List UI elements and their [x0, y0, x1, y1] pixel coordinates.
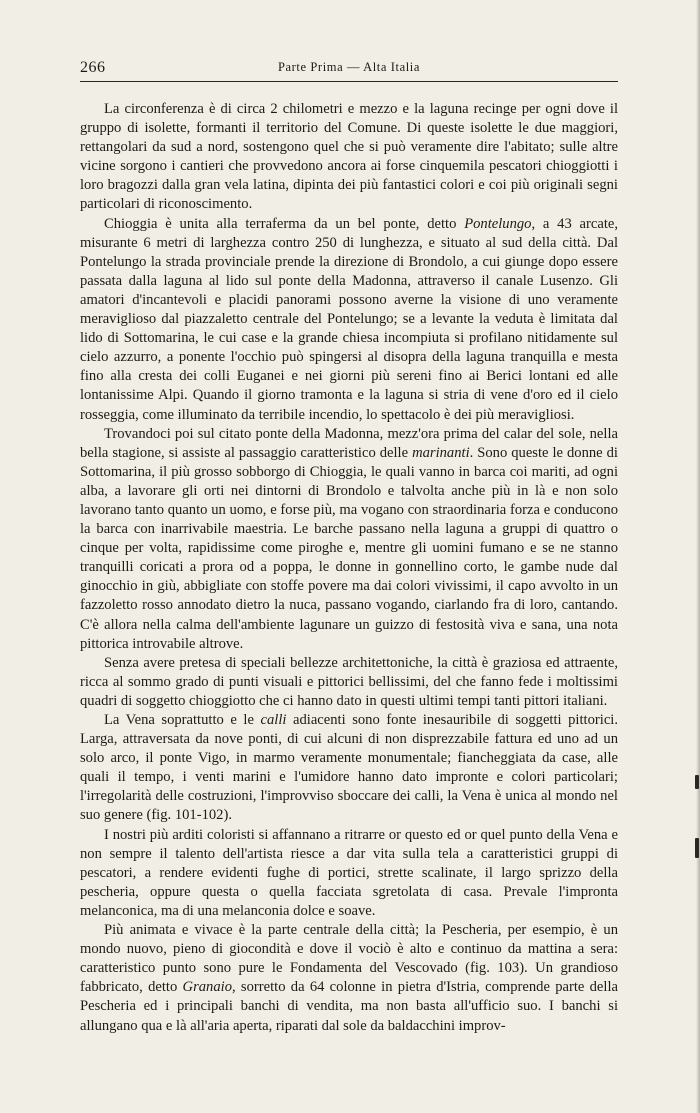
body-text	[80, 100, 618, 1036]
paragraph	[80, 711, 618, 826]
italic-term: Granaio	[182, 979, 232, 996]
running-title: Parte Prima — Alta Italia	[277, 60, 421, 74]
italic-term: calli	[260, 712, 287, 728]
text-run: Senza avere pretesa di speciali bellezze architettoniche, la città è graziosa ed attraente, ricca al sommo grado di punti visuali e pittorici bellissimi, del che fanno fede i moltissimi quadri di soggetto chioggiotto che ci hanno dato in questi ultimi tempi tanti pittori italiani.	[80, 654, 618, 709]
text-run: , sorretto da 64 colonne in pietra d'Istria, comprende parte della Pescheria ed i principali banchi di vendita, ma non basta all'ufficio suo. I banchi si allungano qua e là all'aria aperta, riparati dal sole da baldacchini improv-	[80, 979, 618, 1034]
text-run: La Vena soprattutto e le	[104, 712, 261, 728]
text-run: I nostri più arditi coloristi si affannano a ritrarre or questo ed or quel punto della Vena e non sempre il talento dell'artista riesce a dar vita sulla tela a caratteristici gruppi di pescatori, a rendere evidenti fughe di portici, strette scalinate, il largo sprizzo della pescheria, oppure questa o quella facciata sgretolata di casa. Prevale l'impronta melanconica, ma di una melanconia dolce e soave.	[80, 826, 618, 919]
paragraph	[80, 425, 618, 654]
paragraph	[80, 100, 618, 215]
text-run: La circonferenza è di circa 2 chilometri e mezzo e la laguna recinge per ogni dove il gruppo di isolette, formanti il territorio del Comune. Di queste isolette le due maggiori, rettangolari da sud a nord, sostengono quel che si può veramente dire l'abitato; sulle altre vicine sorgono i cantieri che provvedono ancora ai forse cinquemila pescatori chioggiotti i loro bragozzi dalla gran vela latina, dipinta dei più fantastici colori e coi più originali segni particolari di riconoscimento.	[80, 101, 618, 213]
page-number: 266	[80, 59, 106, 76]
text-run: . Sono queste le donne di Sottomarina, il più grosso sobborgo di Chioggia, le quali vanno in barca coi mariti, ad ogni alba, a lavorare gli orti nei dintorni di Brondolo e talvolta anche più in là e non solo lavorano tanto quanto un uomo, e forse più, ma vogano con straordinaria forza e conducono la barca con inarrivabile maestria. Le barche passano nella laguna a gruppi di quattro o cinque per volta, rapidissime come piroghe e, mentre gli uomini fumano e se ne stanno tranquilli coricati a prora od a poppa, le donne in gonnellino corto, le gambe nude dal ginocchio in giù, abbigliate con stoffe povere ma dai colori vivissimi, il capo avvolto in un fazzoletto rosso annodato dietro la nuca, passano vogando, ciarlando fra di loro, cantando. C'è allora nella calma dell'ambiente lagunare un guizzo di festosità viva e sana, una nota pittorica introvabile altrove.	[80, 444, 618, 652]
page-header	[80, 59, 618, 79]
page-edge-mark	[695, 775, 699, 789]
page-edge-shadow	[696, 0, 700, 1113]
italic-term: Pontelungo	[464, 215, 532, 232]
text-run: Trovandoci poi sul citato ponte della Madonna, mezz'ora prima del calar del sole, nella bella stagione, si assiste al passaggio caratteristico delle	[80, 425, 618, 461]
paragraph	[80, 826, 618, 921]
text-run: Più animata e vivace è la parte centrale della città; la Pescheria, per esempio, è un mondo nuovo, pieno di giocondità e dove il vociò è alto e continuo da mattina a sera: caratteristico punto sono pure le Fondamenta del Vescovado (fig. 103). Un grandioso fabbricato, detto	[80, 922, 618, 996]
text-run: adiacenti sono fonte inesauribile di soggetti pittorici. Larga, attraversata da nove ponti, di cui alcuni di non disprezzabile fattura ed uno ad un solo arco, il ponte Vigo, in marmo veramente monumentale; fiancheggiata da case, alle quali il tempo, i venti marini e l'umidore hanno dato impronte e colori particolari; l'irregolarità delle costruzioni, l'improvviso sboccare dei calli, la Vena è unica al mondo nel suo genere (fig. 101-102).	[80, 712, 618, 824]
page-edge-mark	[695, 838, 699, 858]
header-rule	[80, 81, 618, 82]
paragraph	[80, 215, 618, 425]
paragraph	[80, 921, 618, 1036]
text-run: Chioggia è unita alla terraferma da un bel ponte, detto	[104, 215, 465, 232]
italic-term: marinanti	[412, 444, 470, 461]
paragraph	[80, 654, 618, 711]
text-run: , a 43 arcate, misurante 6 metri di larghezza contro 250 di lunghezza, e situato al sud della città. Dal Pontelungo la strada provinciale prende la direzione di Brondolo, a cui giunge dopo essere passata dalla laguna al lido sul ponte della Madonna, attraverso il canale Lusenzo. Gli amatori d'incantevoli e placidi panorami possono averne la visione di uno veramente meraviglioso dal piazzaletto centrale del Pontelungo; se a levante la veduta è limitata dal lido di Sottomarina, le cui case e la grande chiesa incompiuta si profilano nitidamente sul cielo azzurro, a ponente l'occhio può spingersi al disopra della laguna tranquilla e mesta fino alla cresta dei colli Euganei e nei giorni più sereni fino ai Berici lontani ed alle lontanissime Alpi. Quando il giorno tramonta e la laguna si stria di vene d'oro ed il cielo rosseggia, come illuminato da terribile incendio, lo spettacolo è dei più meravigliosi.	[80, 215, 619, 423]
